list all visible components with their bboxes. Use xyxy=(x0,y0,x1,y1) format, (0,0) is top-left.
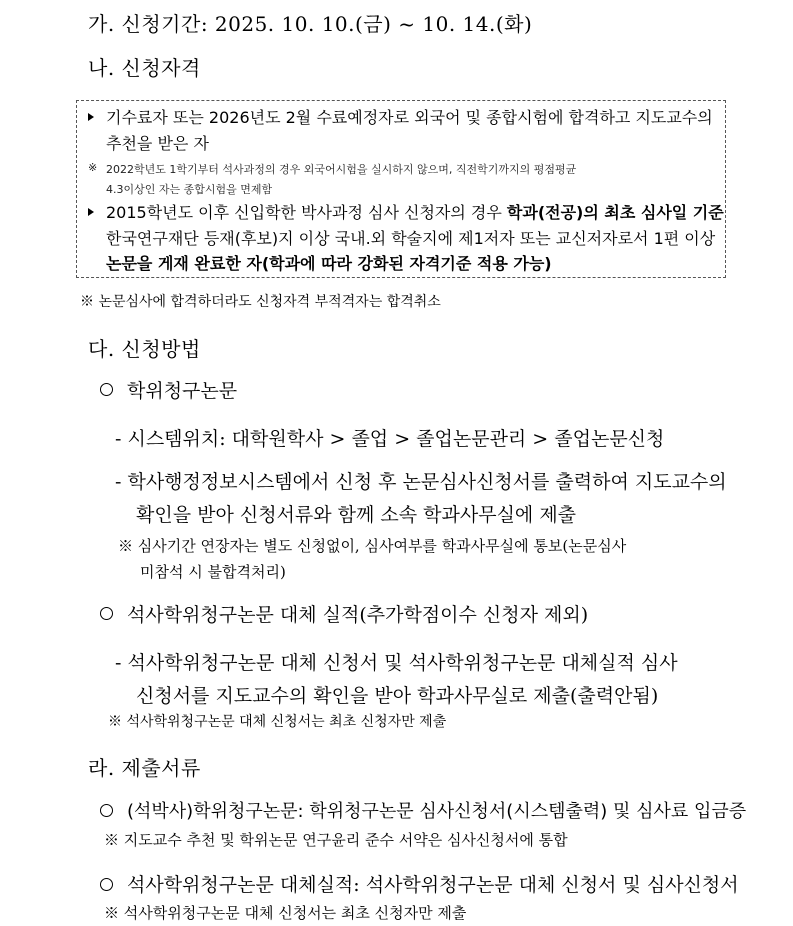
eligibility-bullet2-line1: 2015학년도 이후 신입학한 박사과정 심사 신청자의 경우 학과(전공)의 최초 심사일 기준 xyxy=(106,203,724,222)
method-item1-dash2-line2: 확인을 받아 신청서류와 함께 소속 학과사무실에 제출 xyxy=(136,504,577,526)
method-item1-dash2-line1: - 학사행정정보시스템에서 신청 후 논문심사신청서를 출력하여 지도교수의 xyxy=(115,471,727,493)
method-item1-note-line2: 미참석 시 불합격처리) xyxy=(140,563,286,581)
method-item2-dash1-line2: 신청서를 지도교수의 확인을 받아 학과사무실로 제출(출력안됨) xyxy=(136,685,659,707)
eligibility-heading: 나. 신청자격 xyxy=(88,56,201,80)
method-item2-title: 석사학위청구논문 대체 실적(추가학점이수 신청자 제외) xyxy=(127,604,589,626)
bullet-triangle-icon xyxy=(88,208,94,216)
eligibility-bullet2-line2: 한국연구재단 등재(후보)지 이상 국내.외 학술지에 제1저자 또는 교신저자로서 1편 이상 xyxy=(106,229,716,248)
method-item2-dash1-line1: - 석사학위청구논문 대체 신청서 및 석사학위청구논문 대체실적 심사 xyxy=(115,652,678,674)
circle-bullet-icon xyxy=(100,383,113,396)
method-item2-note: ※ 석사학위청구논문 대체 신청서는 최초 신청자만 제출 xyxy=(108,714,447,730)
documents-heading: 라. 제출서류 xyxy=(88,756,201,780)
method-item1-title: 학위청구논문 xyxy=(127,380,238,402)
application-period: 가. 신청기간: 2025. 10. 10.(금) ~ 10. 14.(화) xyxy=(88,12,533,36)
circle-bullet-icon xyxy=(100,878,113,891)
eligibility-note-line1: 2022학년도 1학기부터 석사과정의 경우 외국어시험을 실시하지 않으며, 직전학기까지의 평점평균 xyxy=(106,163,577,176)
method-item1-note-line1: ※ 심사기간 연장자는 별도 신청없이, 심사여부를 학과사무실에 통보(논문심사 xyxy=(118,537,627,555)
circle-bullet-icon xyxy=(100,804,113,817)
method-heading: 다. 신청방법 xyxy=(88,337,201,361)
eligibility-bullet1-line2: 추천을 받은 자 xyxy=(106,134,209,153)
documents-item2: 석사학위청구논문 대체실적: 석사학위청구논문 대체 신청서 및 심사신청서 xyxy=(127,874,739,896)
method-item1-system-location: - 시스템위치: 대학원학사 > 졸업 > 졸업논문관리 > 졸업논문신청 xyxy=(115,428,665,450)
eligibility-cancel-note: ※ 논문심사에 합격하더라도 신청자격 부적격자는 합격취소 xyxy=(80,294,441,310)
eligibility-bullet1-line1: 기수료자 또는 2026년도 2월 수료예정자로 외국어 및 종합시험에 합격하고 지도교수의 xyxy=(106,108,713,127)
documents-item1: (석박사)학위청구논문: 학위청구논문 심사신청서(시스템출력) 및 심사료 입금증 xyxy=(127,801,747,822)
documents-item1-note: ※ 지도교수 추천 및 학위논문 연구윤리 준수 서약은 심사신청서에 통합 xyxy=(104,831,568,849)
documents-item2-note: ※ 석사학위청구논문 대체 신청서는 최초 신청자만 제출 xyxy=(104,904,467,922)
bullet-triangle-icon xyxy=(88,113,94,121)
eligibility-bullet2-line3: 논문을 게재 완료한 자(학과에 따라 강화된 자격기준 적용 가능) xyxy=(106,254,552,273)
circle-bullet-icon xyxy=(100,607,113,620)
eligibility-note-line2: 4.3이상인 자는 종합시험을 면제함 xyxy=(106,183,273,196)
eligibility-note-mark: ※ xyxy=(88,161,98,174)
